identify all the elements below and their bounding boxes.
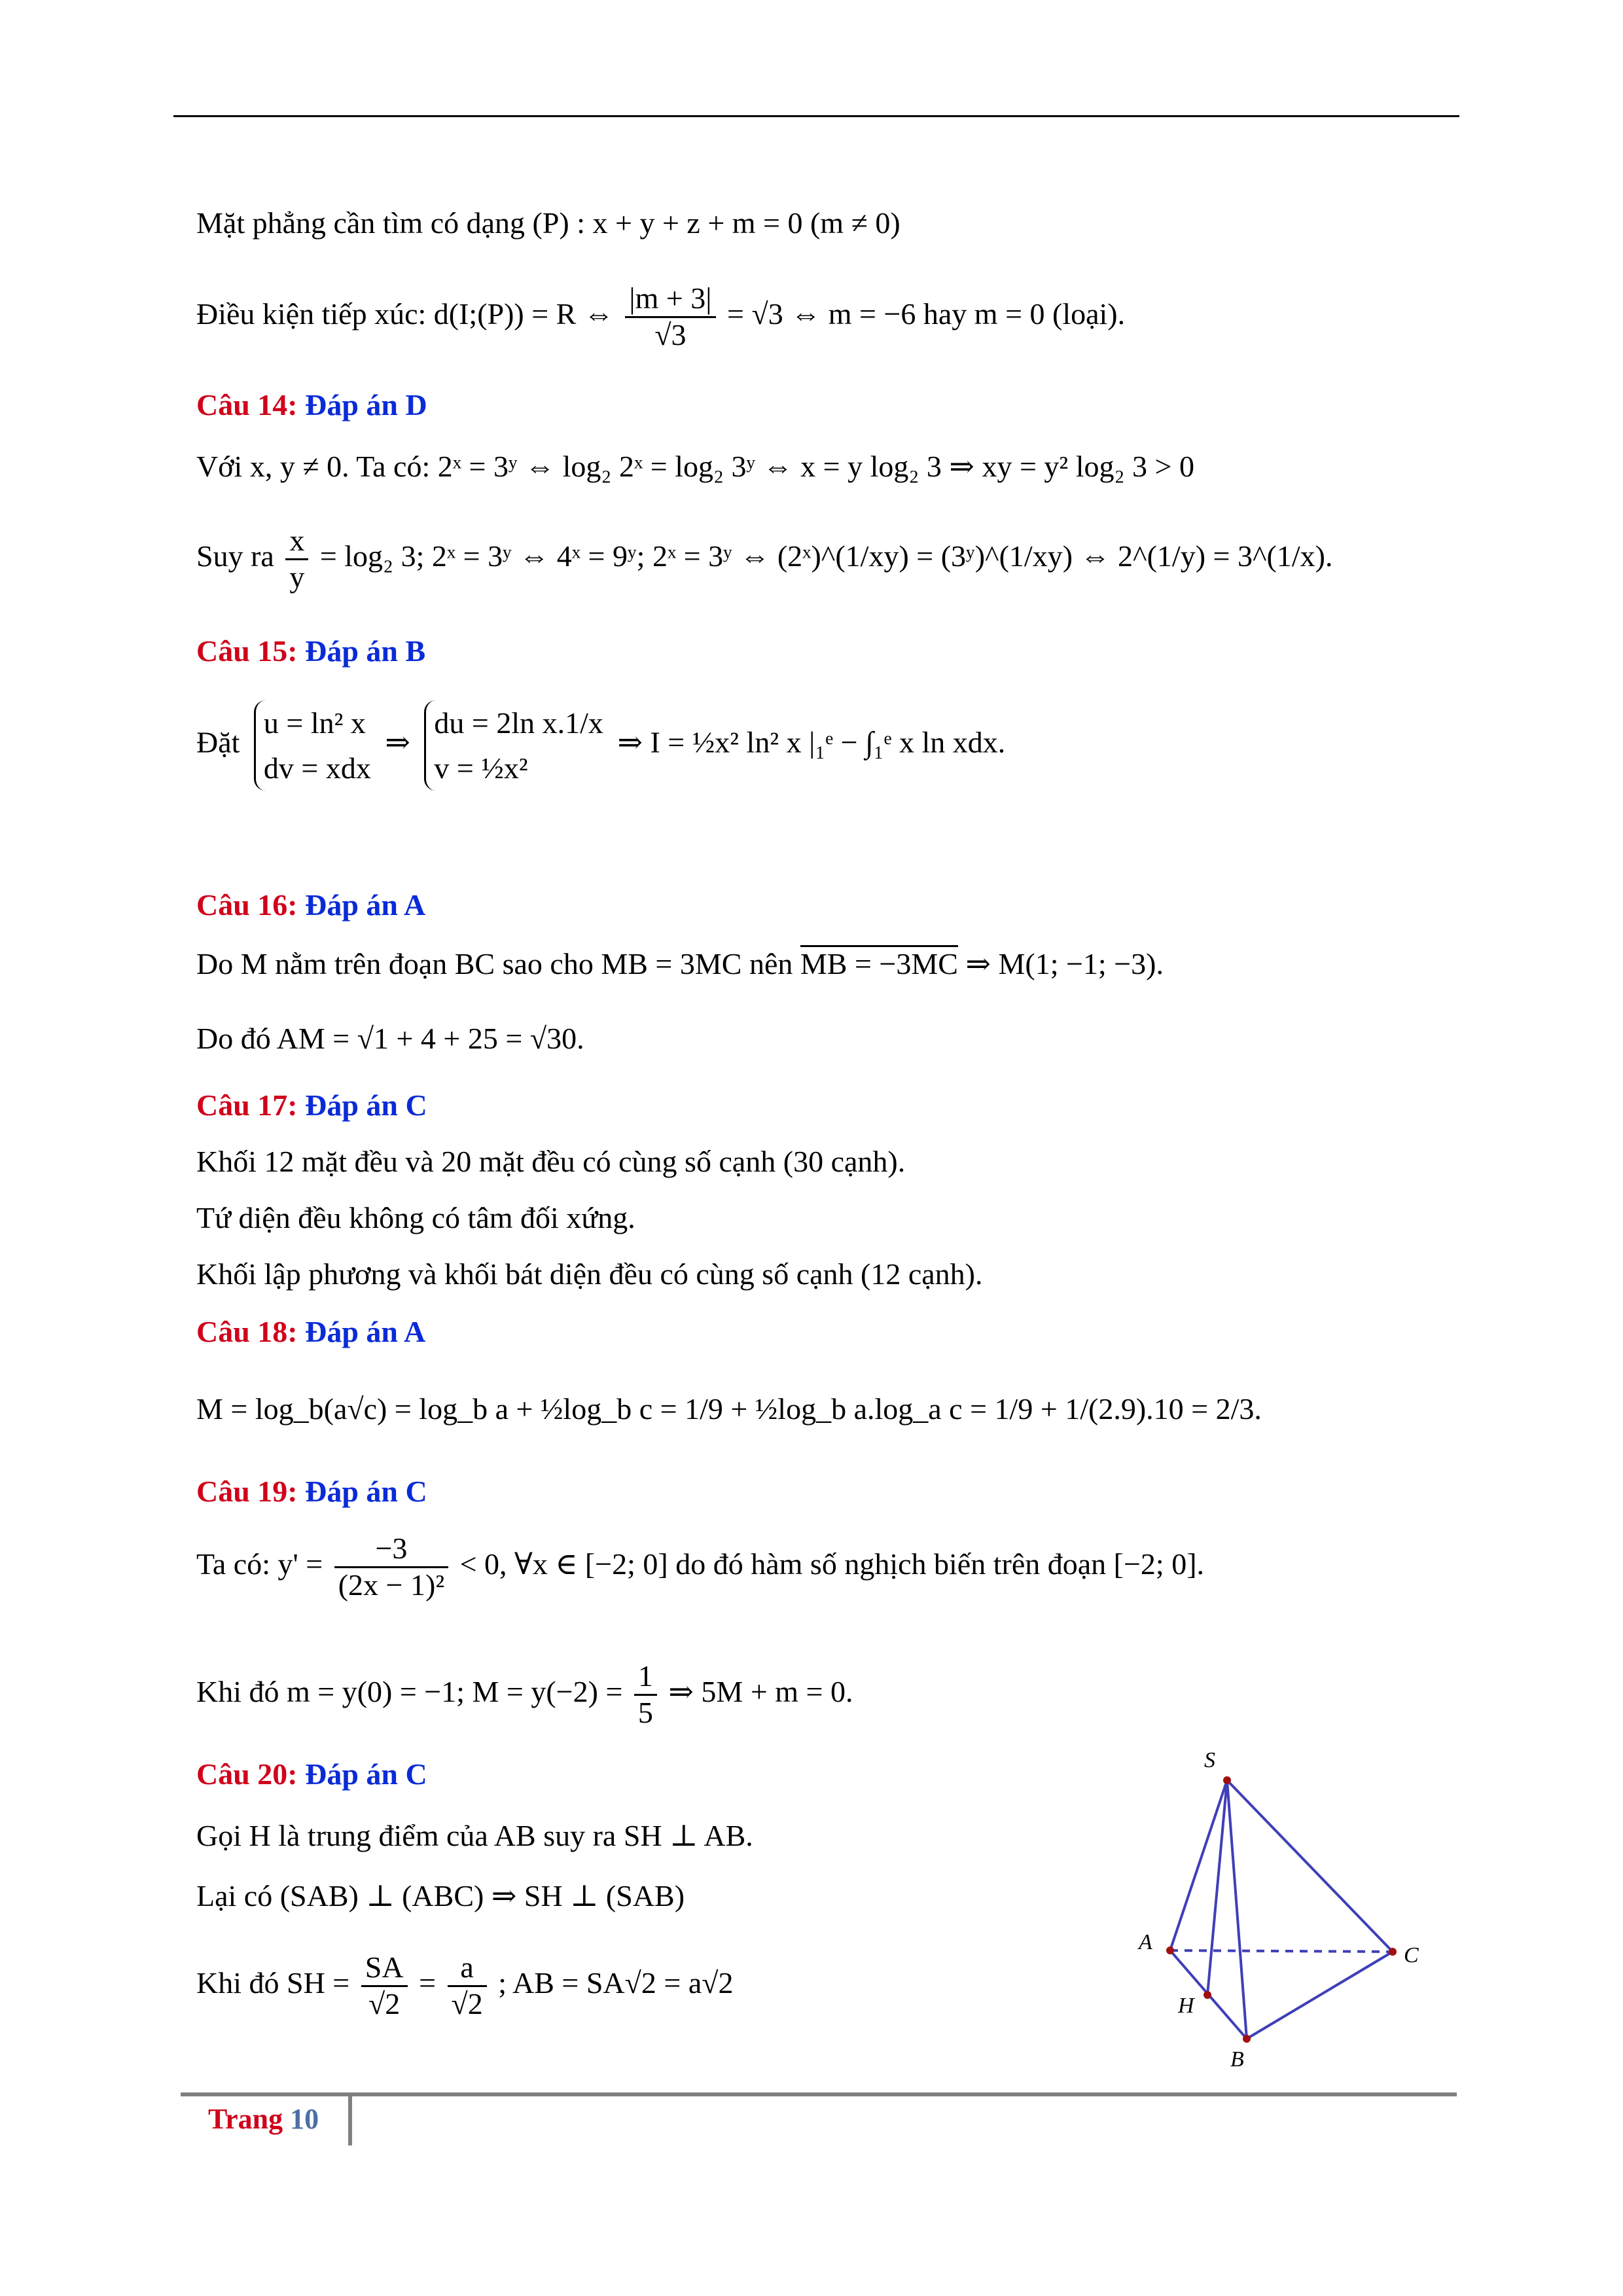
question-19-heading xyxy=(196,1477,427,1507)
q19-fifth-den: 5 xyxy=(637,1695,653,1729)
point-s xyxy=(1223,1776,1231,1784)
label-b: B xyxy=(1230,2047,1244,2068)
q16-vector-eq: MB = −3MC xyxy=(800,945,958,980)
q17-line-1: Khối 12 mặt đều và 20 mặt đều có cùng số cạnh (30 cạnh). xyxy=(196,1145,906,1178)
q20-frac1-den: √2 xyxy=(368,1986,401,2020)
question-17-answer: Đáp án C xyxy=(305,1088,427,1122)
tangency-line xyxy=(196,281,1125,353)
q16-point: ⇒ M(1; −1; −3). xyxy=(965,947,1164,980)
point-b xyxy=(1243,2035,1251,2043)
q19-frac-den: (2x − 1)² xyxy=(338,1568,445,1602)
question-18-label: Câu 18: xyxy=(196,1315,298,1348)
footer-divider xyxy=(348,2094,352,2145)
q15-u-def: u = ln² x xyxy=(263,706,366,740)
q19-fraction xyxy=(334,1532,448,1603)
top-rule xyxy=(173,115,1459,117)
page-number: 10 xyxy=(290,2103,319,2135)
q19-derivative: Ta có: y' = xyxy=(196,1547,323,1581)
question-15-label: Câu 15: xyxy=(196,634,298,668)
q15-left-system xyxy=(254,700,371,791)
q20-ab-text: ; AB = SA√2 = a√2 xyxy=(498,1965,734,2000)
question-14-label: Câu 14: xyxy=(196,388,298,422)
q15-dat: Đặt xyxy=(196,725,240,759)
tangency-fraction xyxy=(625,281,715,353)
q20-line-3 xyxy=(196,1950,734,2022)
question-18-answer: Đáp án A xyxy=(305,1315,426,1348)
edge-sb xyxy=(1227,1780,1247,2039)
point-h xyxy=(1204,1991,1211,1999)
q20-line-2: Lại có (SAB) ⊥ (ABC) ⇒ SH ⊥ (SAB) xyxy=(196,1879,685,1912)
q20-fraction-2 xyxy=(448,1950,487,2022)
q15-implies: ⇒ xyxy=(385,725,410,759)
q15-substitution xyxy=(196,700,1005,791)
q16-text: Do M nằm trên đoạn BC sao cho MB = 3MC nên xyxy=(196,947,793,980)
tangency-text-a: Điều kiện tiếp xúc: d(I;(P)) = R ⇔ xyxy=(196,296,614,331)
question-16-heading xyxy=(196,890,425,920)
edge-ac xyxy=(1170,1950,1393,1952)
q19-min-max: Khi đó m = y(0) = −1; M = y(−2) = xyxy=(196,1674,623,1708)
question-20-label: Câu 20: xyxy=(196,1757,298,1791)
q14-suy-ra: Suy ra xyxy=(196,539,274,573)
point-c xyxy=(1389,1948,1397,1956)
plane-form-line: Mặt phẳng cần tìm có dạng (P) : x + y + z + m = 0 (m ≠ 0) xyxy=(196,206,901,240)
question-19-label: Câu 19: xyxy=(196,1475,298,1508)
q17-line-2: Tứ diện đều không có tâm đối xứng. xyxy=(196,1201,635,1234)
label-s: S xyxy=(1204,1748,1215,1772)
q14-line-1: Với x, y ≠ 0. Ta có: 2ˣ = 3ʸ ⇔ log₂ 2ˣ = log₂ 3ʸ ⇔ x = y log₂ 3 ⇒ xy = y² log₂ 3 > 0 xyxy=(196,450,1194,483)
q14-line-2-rest: = log₂ 3; 2ˣ = 3ʸ ⇔ 4ˣ = 9ʸ; 2ˣ = 3ʸ ⇔ (2ˣ)^(1/xy) = (3ʸ)^(1/xy) ⇔ 2^(1/y) = 3^(1/x). xyxy=(319,539,1333,573)
question-20-heading xyxy=(196,1759,427,1789)
q18-line: M = log_b(a√c) = log_b a + ½log_b c = 1/9 + ½log_b a.log_a c = 1/9 + 1/(2.9).10 = 2/3. xyxy=(196,1392,1262,1426)
q19-fifth-fraction xyxy=(634,1659,657,1731)
q15-dv-def: dv = xdx xyxy=(263,751,371,785)
pyramid-figure xyxy=(1106,1741,1459,2068)
q19-result: ⇒ 5M + m = 0. xyxy=(668,1674,853,1708)
edge-sc xyxy=(1227,1780,1393,1952)
q19-frac-num: −3 xyxy=(334,1532,448,1568)
question-18-heading xyxy=(196,1317,425,1347)
q15-du-def: du = 2ln x.1/x xyxy=(434,706,603,740)
point-a xyxy=(1166,1946,1174,1954)
question-20-answer: Đáp án C xyxy=(305,1757,427,1791)
question-15-heading xyxy=(196,636,425,666)
question-14-heading xyxy=(196,390,427,420)
tangency-text-b: = √3 ⇔ m = −6 hay m = 0 (loại). xyxy=(727,296,1126,331)
q14-line-2 xyxy=(196,524,1332,595)
label-a: A xyxy=(1139,1930,1152,1954)
q19-fifth-num: 1 xyxy=(634,1659,657,1696)
question-17-heading xyxy=(196,1090,427,1121)
q20-fraction-1 xyxy=(361,1950,408,2022)
question-16-answer: Đáp án A xyxy=(305,888,426,922)
q14-frac-num: x xyxy=(285,524,308,560)
q19-text: < 0, ∀x ∈ [−2; 0] do đó hàm số nghịch biến trên đoạn [−2; 0]. xyxy=(459,1547,1205,1581)
q16-line-1 xyxy=(196,949,1164,979)
q14-fraction xyxy=(285,524,308,595)
edge-bc xyxy=(1247,1952,1393,2039)
page-footer xyxy=(208,2102,319,2136)
q20-frac1-num: SA xyxy=(361,1950,408,1987)
q17-line-3: Khối lập phương và khối bát diện đều có cùng số cạnh (12 cạnh). xyxy=(196,1257,983,1291)
label-c: C xyxy=(1404,1943,1419,1967)
q20-equals: = xyxy=(419,1965,437,2000)
q15-right-system xyxy=(424,700,603,791)
q15-integral: ⇒ I = ½x² ln² x |₁ᵉ − ∫₁ᵉ x ln xdx. xyxy=(617,725,1006,759)
q20-sh-text: Khi đó SH = xyxy=(196,1965,350,2000)
question-15-answer: Đáp án B xyxy=(305,634,426,668)
question-14-answer: Đáp án D xyxy=(305,388,427,422)
q16-line-2: Do đó AM = √1 + 4 + 25 = √30. xyxy=(196,1022,584,1055)
footer-label: Trang xyxy=(208,2103,283,2135)
tangency-numerator: |m + 3| xyxy=(625,281,715,318)
tangency-denominator: √3 xyxy=(654,317,687,351)
label-h: H xyxy=(1178,1994,1194,2018)
q15-v-def: v = ½x² xyxy=(434,751,528,785)
q19-line-2 xyxy=(196,1659,853,1731)
question-16-label: Câu 16: xyxy=(196,888,298,922)
q14-frac-den: y xyxy=(289,560,305,594)
q20-frac2-num: a xyxy=(448,1950,487,1987)
q20-line-1: Gọi H là trung điểm của AB suy ra SH ⊥ AB. xyxy=(196,1819,753,1852)
q20-frac2-den: √2 xyxy=(451,1986,483,2020)
q19-line-1 xyxy=(196,1532,1204,1603)
question-17-label: Câu 17: xyxy=(196,1088,298,1122)
footer-rule xyxy=(181,2092,1457,2096)
question-19-answer: Đáp án C xyxy=(305,1475,427,1508)
